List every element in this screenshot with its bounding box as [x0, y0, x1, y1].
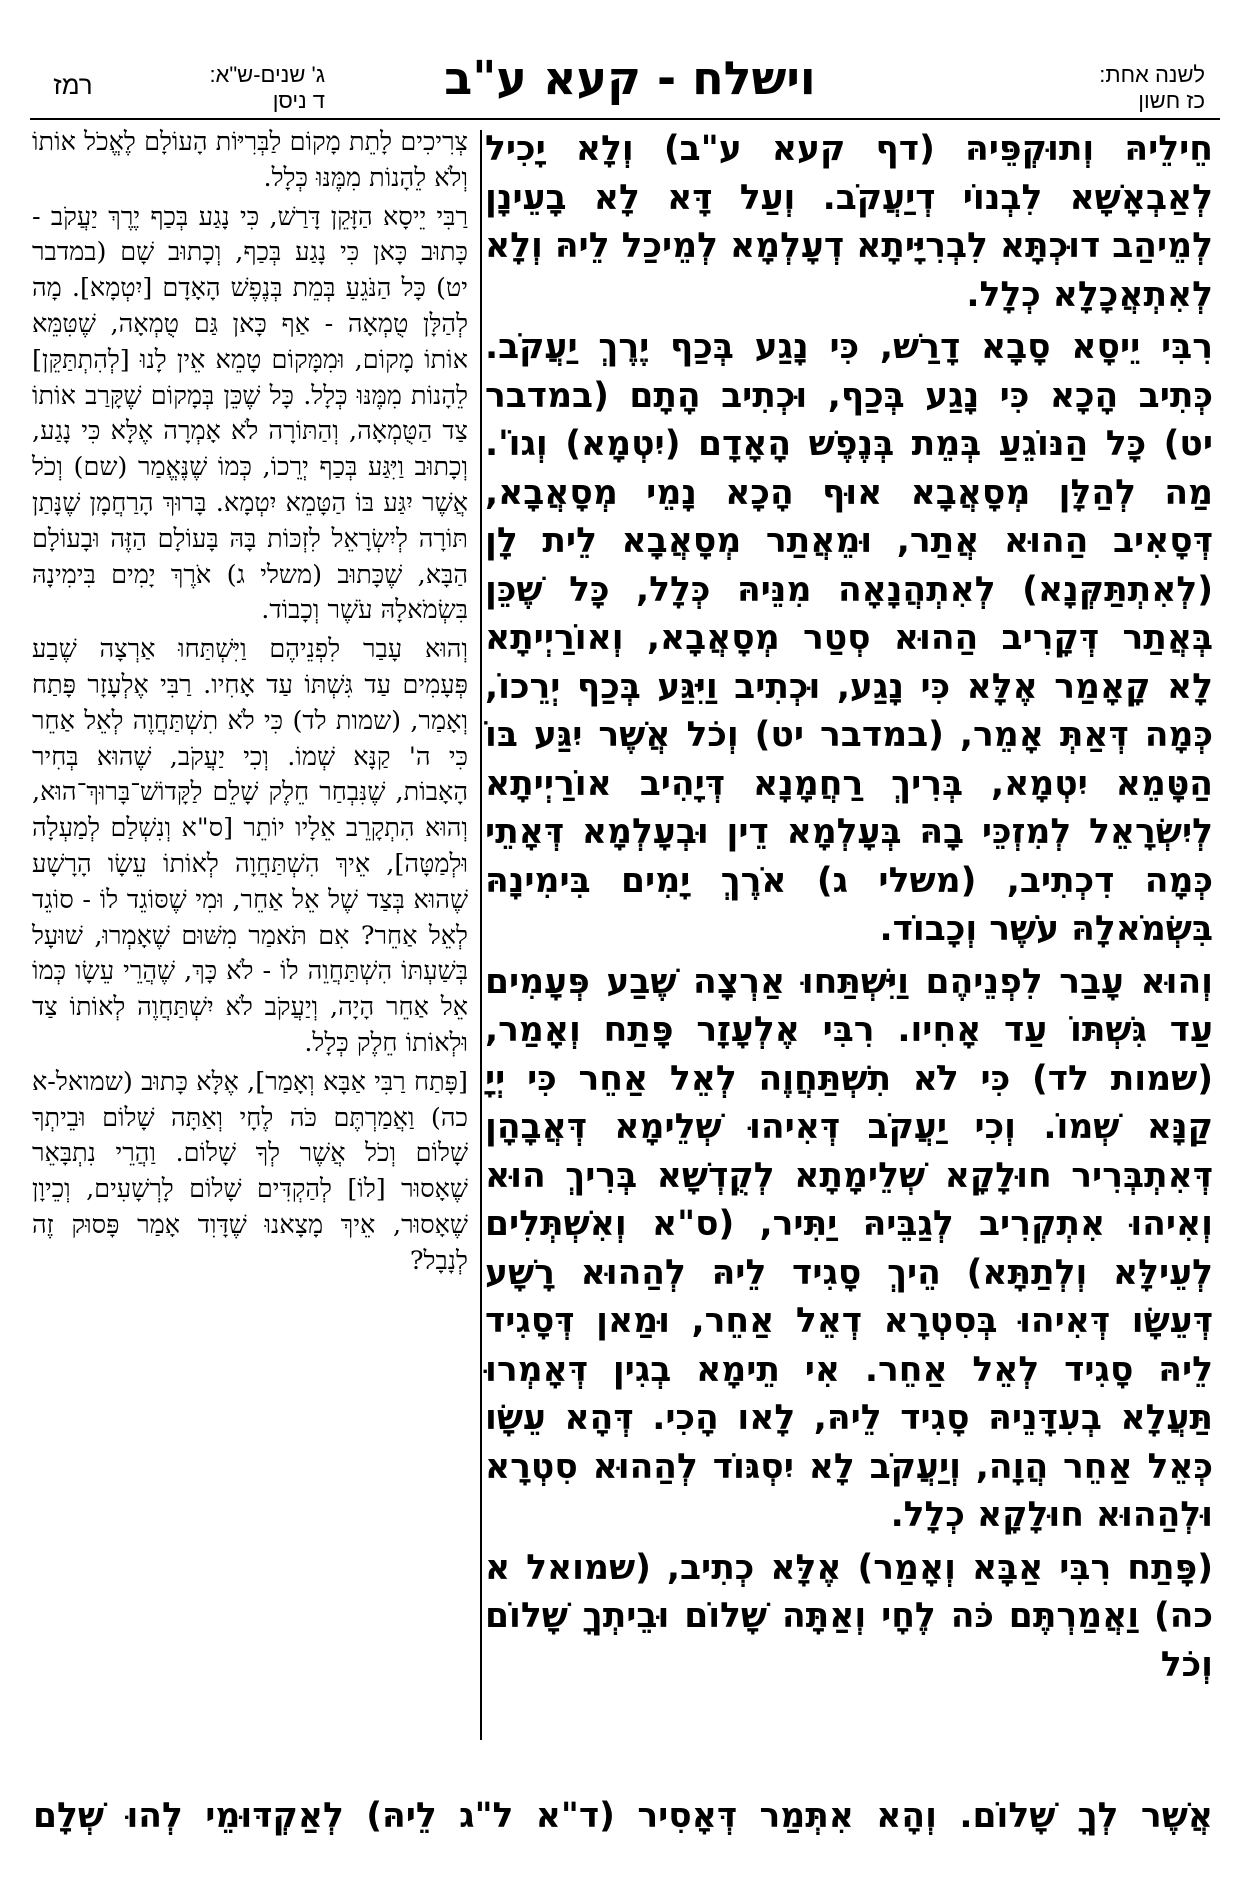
side-paragraph: רַבִּי יֵיסָא הַזָּקֵן דָּרַשׁ, כִּי נָגַע בְּכַף יֶרֶךְ יַעֲקֹב - כָּתוּב כָּאן כִּי נָגַע בְּכַף, וְכָתוּב שָׁם (במדבר יט) כָּל הַנֹּגֵעַ בְּמֵת בְּנֶפֶשׁ הָאָדָם [יִטְמָא]. מָה לְהַלָּן טֻמְאָה - אַף כָּאן גַּם טֻמְאָה, שֶׁטִּמֵּא אוֹתוֹ מָקוֹם, וּמִמָּקוֹם טָמֵא אֵין לָנוּ [לְהִתְתַּקֵּן] לֵהָנוֹת מִמֶּנּוּ כְּלָל. כָּל שֶׁכֵּן בְּמָקוֹם שֶׁקָּרַב אוֹתוֹ צַד הַטֻּמְאָה, וְהַתּוֹרָה לֹא אָמְרָה אֶלָּא כִּי נָגַע, וְכָתוּב וַיִּגַּע בְּכַף יְרֵכוֹ, כְּמוֹ שֶׁנֶּאֱמַר (שם) וְכֹל אֲשֶׁר יִגַּע בּוֹ הַטָּמֵא יִטְמָא. בָּרוּךְ הָרַחֲמָן שֶׁנָּתַן תּוֹרָה לְיִשְׂרָאֵל לִזְכּוֹת בָּהּ בָּעוֹלָם הַזֶּה וּבָעוֹלָם הַבָּא, שֶׁכָּתוּב (משלי ג) אֹרֶךְ יָמִים בִּימִינָהּ בִּשְׂמֹאלָהּ עֹשֶׁר וְכָבוֹד.	[32, 201, 468, 626]
cycle-label: ג' שנים-ש"א:	[209, 62, 325, 87]
footer-full-width-line: אֲשֶׁר לְךָ שָׁלוֹם. וְהָא אִתְּמַר דְּאָסִיר (ד"א ל"ג לֵיהּ) לְאַקְדּוּמֵי לְהוּ שְׁלָם	[33, 1796, 1213, 1836]
main-paragraph: רִבִּי יֵיסָא סָבָא דָרַשׁ, כִּי נָגַע בְּכַף יֶרֶךְ יַעֲקֹב. כְּתִיב הָכָא כִּי נָגַע בְּכַף, וּכְתִיב הָתָם (במדבר יט) כָּל הַנּוֹגֵעַ בְּמֵת בְּנֶפֶשׁ הָאָדָם (יִטְמָא) וְגוֹ'. מַה לְהַלָּן מְסָאֲבָא אוּף הָכָא נָמֵי מְסָאֲבָא, דְּסָאִיב הַהוּא אֲתַר, וּמֵאֲתַר מְסָאֲבָא לֵית לָן (לְאִתְתַּקְּנָא) לְאִתְהֲנָאָה מִנֵּיהּ כְּלָל, כָּל שֶׁכֵּן בְּאֲתַר דְּקָרִיב הַהוּא סְטַר מְסָאֲבָא, וְאוֹרַיְיתָא לָא קָאָמַר אֶלָּא כִּי נָגַע, וּכְתִיב וַיִּגַּע בְּכַף יְרֵכוֹ, כְּמָה דְּאַתְּ אָמֵר, (במדבר יט) וְכֹל אֲשֶׁר יִגַּע בּוֹ הַטָּמֵא יִטְמָא, בְּרִיךְ רַחֲמָנָא דְּיָהִיב אוֹרַיְיתָא לְיִשְׂרָאֵל לְמִזְכֵּי בָהּ בְּעָלְמָא דֵין וּבְעָלְמָא דְּאָתֵי כְּמָה דִכְתִיב, (משלי ג) אֹרֶךְ יָמִים בִּימִינָהּ בִּשְׂמֹאלָהּ עֹשֶׁר וְכָבוֹד.	[485, 327, 1213, 949]
year-cycle-label: לשנה אחת:	[1099, 62, 1205, 87]
cycle-date-label: ד ניסן	[272, 88, 325, 113]
hebrew-translation-column	[32, 125, 468, 1283]
side-paragraph: וְהוּא עָבַר לִפְנֵיהֶם וַיִּשְׁתַּחוּ אַרְצָה שֶׁבַע פְּעָמִים עַד גִּשְׁתּוֹ עַד אָחִיו. רַבִּי אֶלְעָזָר פָּתַח וְאָמַר, (שמות לד) כִּי לֹא תִשְׁתַּחֲוֶה לְאֵל אַחֵר כִּי ה' קַנָּא שְׁמוֹ. וְכִי יַעֲקֹב, שֶׁהוּא בְּחִיר הָאָבוֹת, שֶׁנִּבְחַר חֵלֶק שָׁלֵם לַקָּדוֹשׁ־בָּרוּךְ־הוּא, וְהוּא הִתְקָרֵב אֵלָיו יוֹתֵר [ס"א וְנִשְׁלַם לְמַעְלָה וּלְמַטָּה], אֵיךְ הִשְׁתַּחֲוָה לְאוֹתוֹ עֵשָׂו הָרָשָׁע שֶׁהוּא בְּצַד שֶׁל אֵל אַחֵר, וּמִי שֶׁסּוֹגֵד לוֹ - סוֹגֵד לְאֵל אַחֵר? אִם תֹּאמַר מִשּׁוּם שֶׁאָמְרוּ, שׁוּעָל בְּשַׁעְתּוֹ הִשְׁתַּחֲוֵה לוֹ - לֹא כָּךְ, שֶׁהֲרֵי עֵשָׂו כְּמוֹ אֵל אַחֵר הָיָה, וְיַעֲקֹב לֹא יִשְׁתַּחֲוֶה לְאוֹתוֹ צַד וּלְאוֹתוֹ חֵלֶק כְּלָל.	[32, 634, 468, 1058]
side-paragraph: [פָּתַח רַבִּי אַבָּא וְאָמַר], אֶלָּא כָּתוּב (שמואל-א כה) וַאֲמַרְתֶּם כֹּה לֶחָי וְאַתָּה שָׁלוֹם וּבֵיתְךָ שָׁלוֹם וְכֹל אֲשֶׁר לְךָ שָׁלוֹם. וַהֲרֵי נִתְבָּאֵר שֶׁאָסוּר [לוֹ] לְהַקְדִּים שָׁלוֹם לָרְשָׁעִים, וְכֵיוָן שֶׁאָסוּר, אֵיךְ מָצָאנוּ שֶׁדָּוִד אָמַר פָּסוּק זֶה לְנָבָל?	[32, 1066, 468, 1276]
page-title: וישלח - קעא ע"ב	[444, 51, 816, 105]
side-paragraph: צְרִיכִים לָתֵת מָקוֹם לַבְּרִיּוֹת הָעוֹלָם לֶאֱכֹל אוֹתוֹ וְלֹא לֵהָנוֹת מִמֶּנּוּ כְּלָל.	[32, 127, 468, 193]
main-paragraph: וְהוּא עָבַר לִפְנֵיהֶם וַיִּשְׁתַּחוּ אַרְצָה שֶׁבַע פְּעָמִים עַד גִּשְׁתּוֹ עַד אָחִיו. רִבִּי אֶלְעָזָר פָּתַח וְאָמַר, (שמות לד) כִּי לֹא תִשְׁתַּחֲוֶה לְאֵל אַחֵר כִּי יְיָ קַנָּא שְׁמוֹ. וְכִי יַעֲקֹב דְּאִיהוּ שְׁלֵימָא דְּאֲבָהָן דְּאִתְבְּרִיר חוּלָקָא שְׁלֵימָתָא לְקֻדְשָׁא בְּרִיךְ הוּא וְאִיהוּ אִתְקְרִיב לְגַבֵּיהּ יַתִּיר, (ס"א וְאִשְׁתְּלִים לְעֵילָּא וְלְתַתָּא) הֵיךְ סָגִיד לֵיהּ לְהַהוּא רָשָׁע דְּעֵשָׂו דְּאִיהוּ בְּסִטְרָא דְאֵל אַחֵר, וּמַאן דְּסָגִיד לֵיהּ סָגִיד לְאֵל אַחֵר. אִי תֵימָא בְגִין דְּאָמְרוּ תַּעֲלָא בְעִדָּנֵיהּ סָגִיד לֵיהּ, לָאו הָכִי. דְּהָא עֵשָׂו כְּאֵל אַחֵר הֲוָה, וְיַעֲקֹב לָא יִסְגּוֹד לְהַהוּא סִטְרָא וּלְהַהוּא חוּלָקָא כְלָל.	[485, 961, 1213, 1535]
header-left	[125, 62, 325, 114]
header-right	[1099, 62, 1205, 114]
main-paragraph: חֵילֵיהּ וְתוּקְפֵּיהּ (דף קעא ע"ב) וְלָא יָכִיל לְאַבְאָשָׁא לִבְנוֹי דְיַעֲקֹב. וְעַל דָּא לָא בָעֵינָן לְמֵיהַב דוּכְתָּא לִבְרִיָּיתָא דְעָלְמָא לְמֵיכַל לֵיהּ וְלָא לְאִתְאֲכָלָא כְלָל.	[485, 129, 1213, 315]
main-paragraph: (פָּתַח רִבִּי אַבָּא וְאָמַר) אֶלָּא כְתִיב, (שמואל א כה) וַאֲמַרְתֶּם כֹּה לֶחָי וְאַתָּה שָׁלוֹם וּבֵיתְךָ שָׁלוֹם וְכֹל	[485, 1547, 1213, 1685]
date-label: כז חשון	[1138, 88, 1205, 113]
aramaic-main-column	[485, 125, 1213, 1693]
header-rule	[30, 118, 1220, 120]
column-divider	[480, 130, 482, 1740]
remez-label: רמז	[53, 70, 93, 100]
